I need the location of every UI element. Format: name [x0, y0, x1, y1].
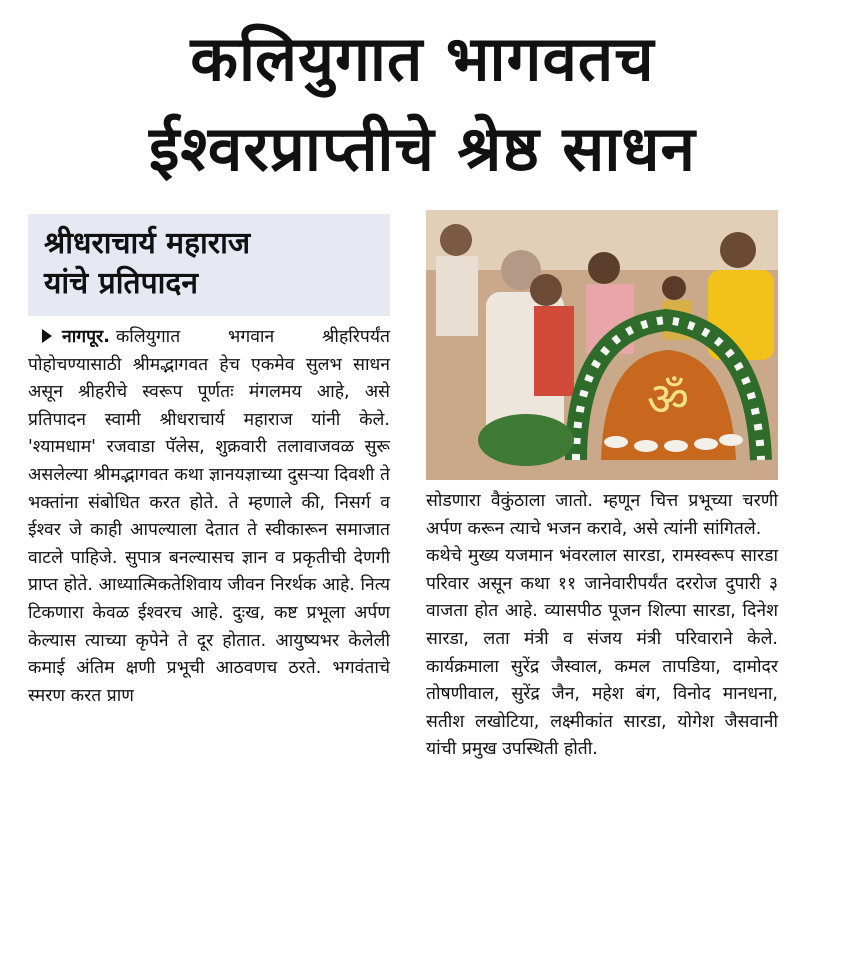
article-text-left: कलियुगात भगवान श्रीहरिपर्यंत पोहोचण्यासाठी श्रीमद्भागवत हेच एकमेव सुलभ साधन असून श्रीहरीचे स्वरूप पूर्णतः मंगलमय आहे, असे प्रतिपादन स्वामी श्रीधराचार्य महाराज यांनी केले. 'श्यामधाम' रजवाडा पॅलेस, शुक्रवारी तलावाजवळ सुरू असलेल्या श्रीमद्भागवत कथा ज्ञानयज्ञाच्या दुसऱ्या दिवशी ते भक्तांना संबोधित करत होते. ते म्हणाले की, निसर्ग व ईश्वर जे काही आपल्याला देतात ते स्वीकारून समाजात वाटले पाहिजे. सुपात्र बनल्यासच ज्ञान व प्रकृतीची देणगी प्राप्त होते. आध्यात्मिकतेशिवाय जीवन निरर्थक आहे. नित्य टिकणारा केवळ ईश्वरच आहे. दुःख, कष्ट प्रभूला अर्पण केल्यास त्याच्या कृपेने ते दूर होतात. आयुष्यभर केलेली कमाई अंतिम क्षणी प्रभूची आठवणच ठरते. भगवंताचे स्मरण करत प्राण — [28, 327, 390, 706]
subheading-line-2: यांचे प्रतिपादन — [44, 266, 198, 301]
subheading-box — [28, 214, 390, 316]
headline-line-2: ईश्वरप्राप्तीचे श्रेष्ठ साधन — [149, 112, 696, 185]
subheading-line-1: श्रीधराचार्य महाराज — [44, 226, 251, 261]
ceremony-photo — [426, 210, 778, 480]
play-arrow-icon — [42, 329, 52, 343]
article-column-right — [426, 488, 778, 764]
om-symbol: ॐ — [647, 372, 689, 426]
article-column-left — [28, 324, 390, 710]
headline-line-1: कलियुगात भागवतच — [190, 22, 655, 95]
dateline: नागपूर. — [62, 327, 110, 347]
ceremony-photo-illustration — [426, 210, 778, 480]
article-paragraph-2: कथेचे मुख्य यजमान भंवरलाल सारडा, रामस्वरूप सारडा परिवार असून कथा ११ जानेवारीपर्यंत दररोज दुपारी ३ वाजता होत आहे. व्यासपीठ पूजन शिल्पा सारडा, दिनेश सारडा, लता मंत्री व संजय मंत्री परिवाराने केले. कार्यक्रमाला सुरेंद्र जैस्वाल, कमल तापडिया, दामोदर तोषणीवाल, सुरेंद्र जैन, महेश बंग, विनोद मानधना, सतीश लखोटिया, लक्ष्मीकांत सारडा, योगेश जैसवानी यांची प्रमुख उपस्थिती होती. — [426, 546, 778, 760]
article-paragraph-1: सोडणारा वैकुंठाला जातो. म्हणून चित्त प्रभूच्या चरणी अर्पण करून त्याचे भजन करावे, असे त्यांनी सांगितले. — [426, 491, 778, 539]
